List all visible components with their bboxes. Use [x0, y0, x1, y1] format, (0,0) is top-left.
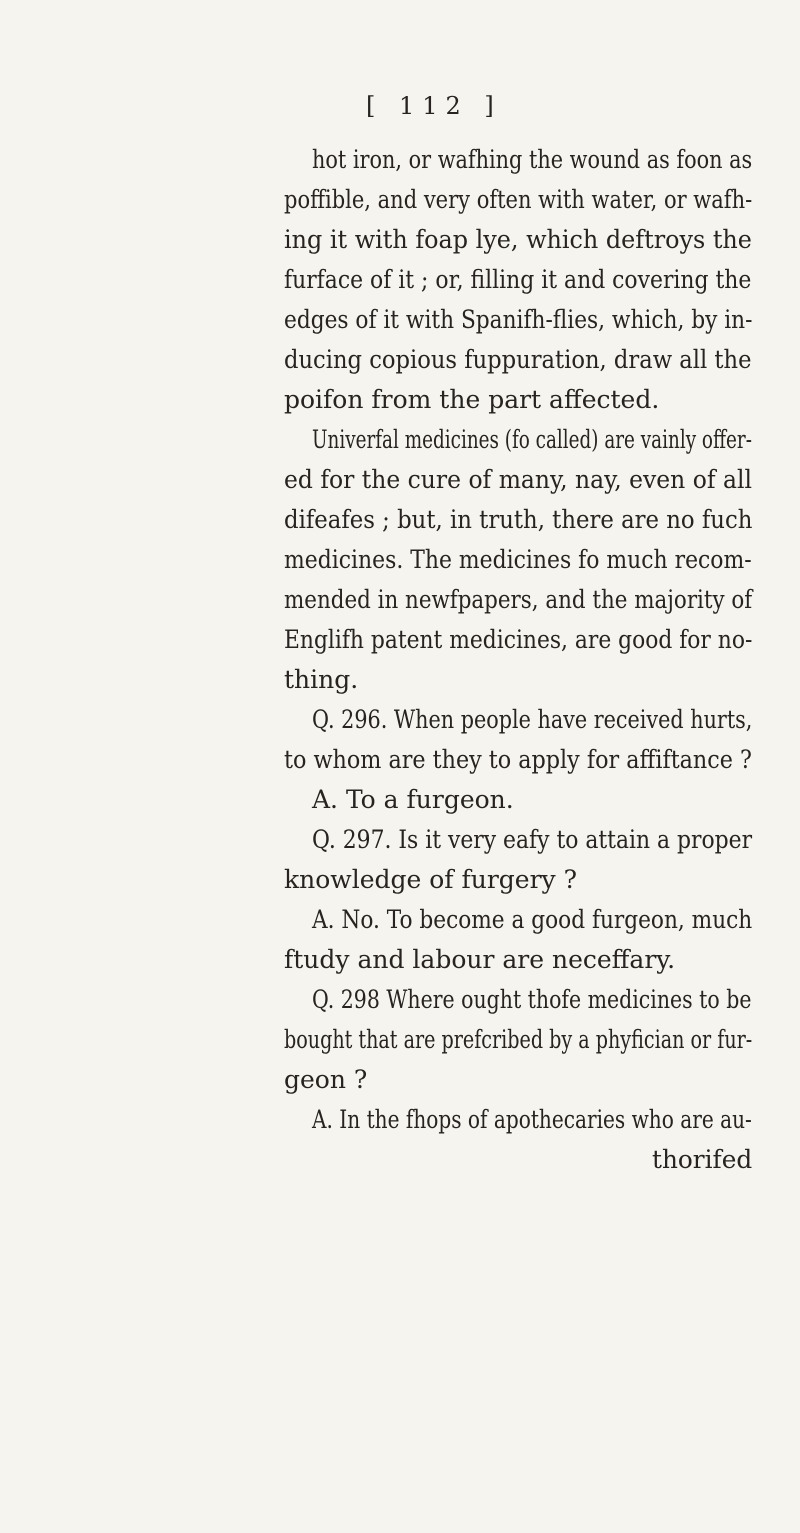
text-line: ducing copious fuppuration, draw all the	[284, 345, 752, 374]
text-line: poifon from the part affected.	[284, 385, 660, 414]
text-line: difeafes ; but, in truth, there are no fuch	[284, 505, 753, 534]
text-line: A. In the fhops of apothecaries who are au-	[312, 1105, 752, 1134]
text-line: thing.	[284, 665, 359, 694]
catchword: thorifed	[652, 1145, 753, 1174]
page-number: [ 112 ]	[366, 92, 502, 120]
text-line: furface of it ; or, filling it and covering the	[284, 265, 752, 294]
text-line: A. To a furgeon.	[312, 785, 514, 814]
text-line: ing it with foap lye, which deftroys the	[284, 225, 752, 254]
text-line: to whom are they to apply for affiftance ?	[284, 745, 752, 774]
text-line: knowledge of furgery ?	[284, 865, 578, 894]
text-line: bought that are prefcribed by a phyfician or fur-	[284, 1025, 753, 1054]
text-line: medicines. The medicines fo much recom-	[284, 545, 752, 574]
text-line: edges of it with Spanifh-flies, which, by in-	[284, 305, 753, 334]
text-line: A. No. To become a good furgeon, much	[312, 905, 753, 934]
text-line: Q. 296. When people have received hurts,	[312, 705, 753, 734]
text-line: geon ?	[284, 1065, 368, 1094]
text-line: Q. 297. Is it very eafy to attain a proper	[312, 825, 753, 854]
text-line: Q. 298 Where ought thofe medicines to be	[312, 985, 752, 1014]
text-line: mended in newfpapers, and the majority of	[284, 585, 753, 614]
text-line: hot iron, or wafhing the wound as foon as	[312, 145, 753, 174]
text-line: ed for the cure of many, nay, even of all	[284, 465, 752, 494]
text-line: ftudy and labour are neceffary.	[284, 945, 676, 974]
text-line: poffible, and very often with water, or wafh-	[284, 185, 753, 214]
text-line: Univerfal medicines (fo called) are vainly offer-	[312, 425, 752, 454]
text-line: Englifh patent medicines, are good for no-	[284, 625, 753, 654]
